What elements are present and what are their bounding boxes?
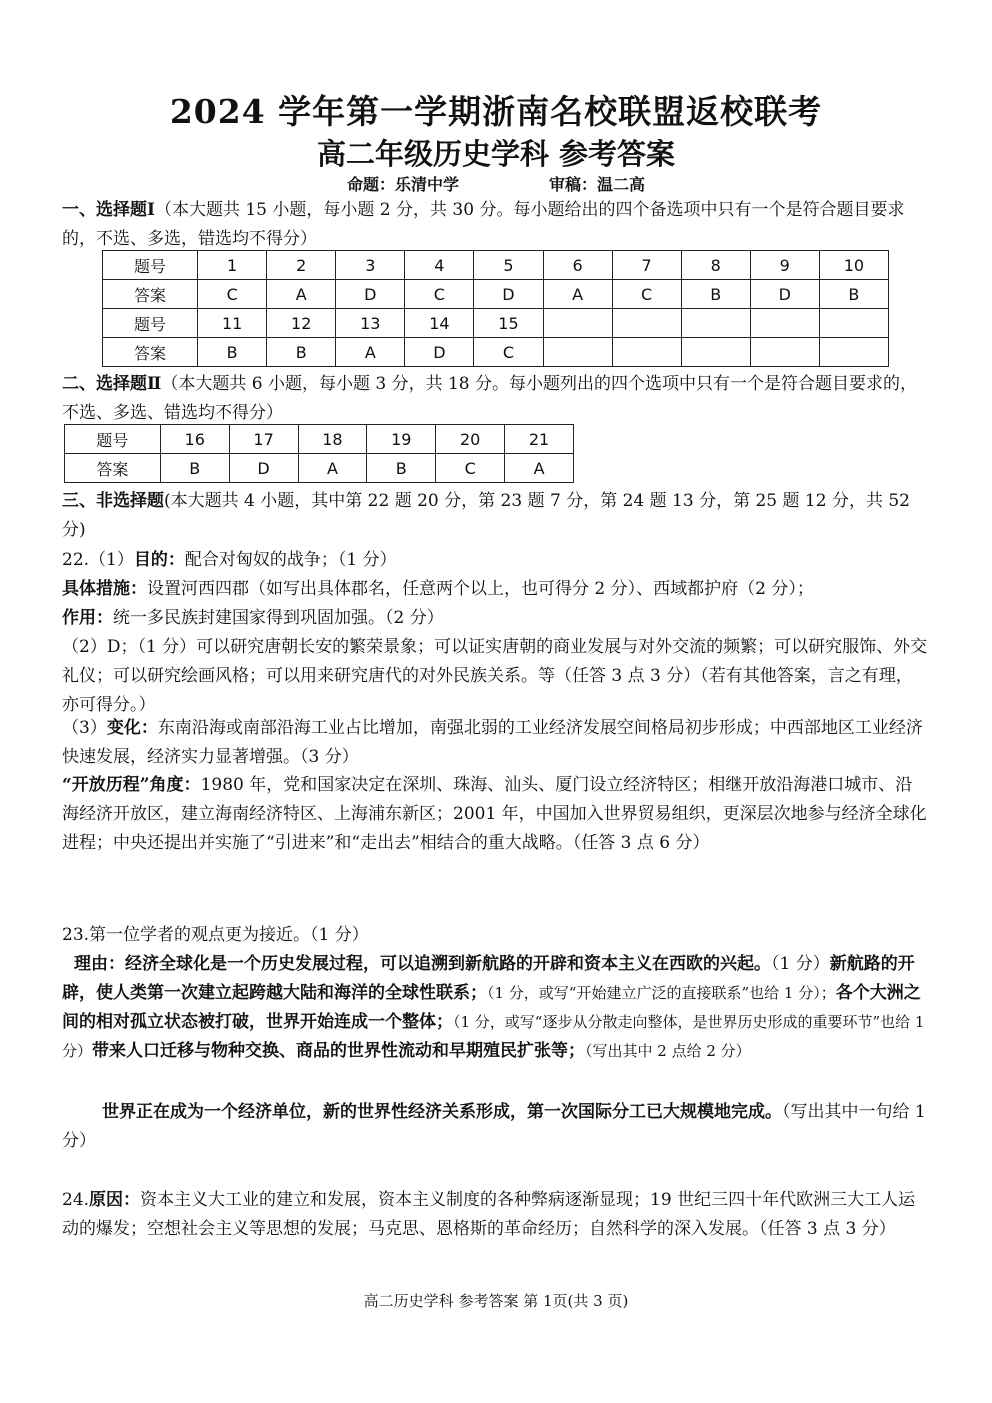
q22-purpose-label: 目的：	[133, 550, 185, 570]
question-number-cell	[681, 309, 750, 338]
answer-cell: A	[298, 454, 367, 483]
question-number-cell: 5	[474, 251, 543, 280]
question-number-cell: 9	[750, 251, 819, 280]
q24-reason-label: 原因：	[89, 1190, 141, 1210]
answer-cell: A	[543, 280, 612, 309]
q22-opening-text: 1980 年，党和国家决定在深圳、珠海、汕头、厦门设立经济特区；相继开放沿海港口城市、沿海经济开放区，建立海南经济特区、上海浦东新区；2001 年，中国加入世界贸易组织，更深层次地参与经济全球化进程；中央还提出并实施了“引进来”和“走出去”相结合的重大战略。（任答 3 点 6 分）	[62, 775, 927, 853]
question-number-cell: 7	[612, 251, 681, 280]
answer-cell: C	[436, 454, 505, 483]
question-number-row	[103, 309, 889, 338]
section2-heading	[62, 370, 928, 428]
q22-change-label: 变化：	[106, 718, 158, 738]
q22-measures	[62, 575, 928, 604]
answer-cell: B	[681, 280, 750, 309]
q24-reason-text: 资本主义大工业的建立和发展，资本主义制度的各种弊病逐渐显现；19 世纪三四十年代欧洲三大工人运动的爆发；空想社会主义等思想的发展；马克思、恩格斯的革命经历；自然科学的深入发展。（任答 3 点 3 分）	[62, 1190, 916, 1239]
q23-score-3: （1 分，或写“逐步从分散走向整体，是世界历史形成的重要环节”也给 1 分）	[62, 1013, 925, 1060]
q23-reason-1: 理由：经济全球化是一个历史发展过程，可以追溯到新航路的开辟和资本主义在西欧的兴起。	[74, 954, 771, 974]
q23-reason-2: 新航路的开辟，使人类第一次建立起跨越大陆和海洋的全球性联系；	[62, 954, 915, 1003]
section3-intro: (本大题共 4 小题，其中第 22 题 20 分，第 23 题 7 分，第 24 题 13 分，第 25 题 12 分，共 52 分)	[62, 491, 910, 540]
question-number-cell: 1	[198, 251, 267, 280]
question-number-cell	[612, 309, 681, 338]
q22-purpose-text: 配合对匈奴的战争；（1 分）	[184, 550, 397, 570]
row-label-answer: 答案	[65, 454, 161, 483]
row-label-answer: 答案	[103, 280, 198, 309]
answer-cell	[543, 338, 612, 367]
question-number-cell: 18	[298, 425, 367, 454]
document-title: 2024 学年第一学期浙南名校联盟返校联考	[169, 92, 823, 131]
q22-opening	[62, 771, 928, 858]
answer-cell: B	[267, 338, 336, 367]
answer-cell: C	[198, 280, 267, 309]
answer-cell: C	[474, 338, 543, 367]
q24-prefix: 24.	[62, 1190, 90, 1210]
answer-cell	[681, 338, 750, 367]
question-number-cell: 2	[267, 251, 336, 280]
page-footer: 高二历史学科 参考答案 第 1页(共 3 页)	[363, 1292, 629, 1310]
answer-cell: D	[474, 280, 543, 309]
answer-cell: C	[612, 280, 681, 309]
section3-heading	[62, 487, 928, 545]
q24-answer	[62, 1186, 928, 1244]
question-number-cell: 19	[367, 425, 436, 454]
reviewer-label: 审稿：温二高	[549, 175, 646, 194]
question-number-cell: 12	[267, 309, 336, 338]
q22-measures-label: 具体措施：	[62, 579, 147, 599]
q22-measures-text: 设置河西四郡（如写出具体郡名，任意两个以上，也可得分 2 分）、西域都护府（2 分）；	[147, 579, 814, 599]
question-number-cell	[543, 309, 612, 338]
row-label-question: 题号	[103, 309, 198, 338]
q23-reason	[62, 950, 928, 1066]
question-number-cell: 8	[681, 251, 750, 280]
answer-cell: D	[750, 280, 819, 309]
question-number-cell	[819, 309, 888, 338]
section2-intro: （本大题共 6 小题，每小题 3 分，共 18 分。每小题列出的四个选项中只有一个是符合题目要求的，不选、多选、错选均不得分）	[62, 374, 918, 423]
author-line	[0, 172, 992, 195]
answer-cell: B	[160, 454, 229, 483]
q22-part3	[62, 714, 928, 772]
question-number-cell: 10	[819, 251, 888, 280]
q22-effect-text: 统一多民族封建国家得到巩固加强。（2 分）	[113, 608, 444, 628]
q23-world-economy-text: 世界正在成为一个经济单位，新的世界性经济关系形成，第一次国际分工已大规模地完成。	[102, 1102, 782, 1122]
question-number-cell: 15	[474, 309, 543, 338]
q23-score-1: （1 分）	[771, 954, 830, 974]
answer-row	[65, 454, 574, 483]
question-number-cell: 21	[505, 425, 574, 454]
answer-cell: D	[405, 338, 474, 367]
answer-row	[103, 280, 889, 309]
q22-part1	[62, 546, 928, 575]
q23-world-economy-score: （写出其中一句给 1 分）	[62, 1102, 926, 1151]
answer-cell: A	[267, 280, 336, 309]
answer-cell: D	[336, 280, 405, 309]
q23-reason-3: 各个大洲之间的相对孤立状态被打破，世界开始连成一个整体；	[62, 983, 921, 1032]
question-number-row	[103, 251, 889, 280]
answer-cell	[750, 338, 819, 367]
answer-cell: C	[405, 280, 474, 309]
answer-cell: B	[198, 338, 267, 367]
section2-title: 二、选择题Ⅱ	[62, 374, 162, 394]
answer-cell: B	[819, 280, 888, 309]
q23-reason-4: 带来人口迁移与物种交换、商品的世界性流动和早期殖民扩张等；	[92, 1041, 586, 1061]
question-number-cell: 14	[405, 309, 474, 338]
answer-cell: B	[367, 454, 436, 483]
q23-answer: 23.第一位学者的观点更为接近。（1 分）	[62, 925, 369, 945]
q23-score-4: （写出其中 2 点给 2 分）	[585, 1042, 751, 1060]
q22-effect	[62, 604, 928, 633]
question-number-cell: 17	[229, 425, 298, 454]
q22-effect-label: 作用：	[62, 608, 113, 628]
question-number-cell: 20	[436, 425, 505, 454]
row-label-question: 题号	[65, 425, 161, 454]
section3-title: 三、非选择题	[62, 491, 164, 511]
section1-intro: （本大题共 15 小题，每小题 2 分，共 30 分。每小题给出的四个备选项中只有一个是符合题目要求的，不选、多选，错选均不得分）	[62, 200, 905, 249]
q22-part2: （2）D；（1 分）可以研究唐朝长安的繁荣景象；可以证实唐朝的商业发展与对外交流的频繁；可以研究服饰、外交礼仪；可以研究绘画风格；可以用来研究唐代的对外民族关系。等（任答 3 点 3 分）（若有其他答案，言之有理，亦可得分。）	[62, 637, 928, 715]
section1-title: 一、选择题Ⅰ	[62, 200, 155, 220]
section1-heading	[62, 196, 928, 254]
answer-cell: A	[505, 454, 574, 483]
author-label: 命题：乐清中学	[346, 175, 459, 194]
question-number-cell: 13	[336, 309, 405, 338]
q22-part3-prefix: （3）	[62, 718, 107, 738]
question-number-cell: 16	[160, 425, 229, 454]
answer-cell	[612, 338, 681, 367]
question-number-cell	[750, 309, 819, 338]
section2-answer-table	[64, 424, 574, 483]
question-number-row	[65, 425, 574, 454]
q22-opening-label: “开放历程”角度：	[62, 775, 201, 795]
q23-score-2: （1 分，或写“开始建立广泛的直接联系”也给 1 分）；	[487, 984, 836, 1002]
row-label-question: 题号	[103, 251, 198, 280]
row-label-answer: 答案	[103, 338, 198, 367]
q23-world-economy	[62, 1098, 928, 1156]
answer-cell: D	[229, 454, 298, 483]
answer-row	[103, 338, 889, 367]
question-number-cell: 11	[198, 309, 267, 338]
question-number-cell: 4	[405, 251, 474, 280]
question-number-cell: 3	[336, 251, 405, 280]
section1-answer-table	[102, 250, 889, 367]
q22-change-text: 东南沿海或南部沿海工业占比增加，南强北弱的工业经济发展空间格局初步形成；中西部地区工业经济快速发展，经济实力显著增强。（3 分）	[62, 718, 923, 767]
q22-prefix: 22.（1）	[62, 550, 134, 570]
document-subtitle: 高二年级历史学科 参考答案	[316, 137, 676, 171]
answer-cell	[819, 338, 888, 367]
answer-cell: A	[336, 338, 405, 367]
question-number-cell: 6	[543, 251, 612, 280]
